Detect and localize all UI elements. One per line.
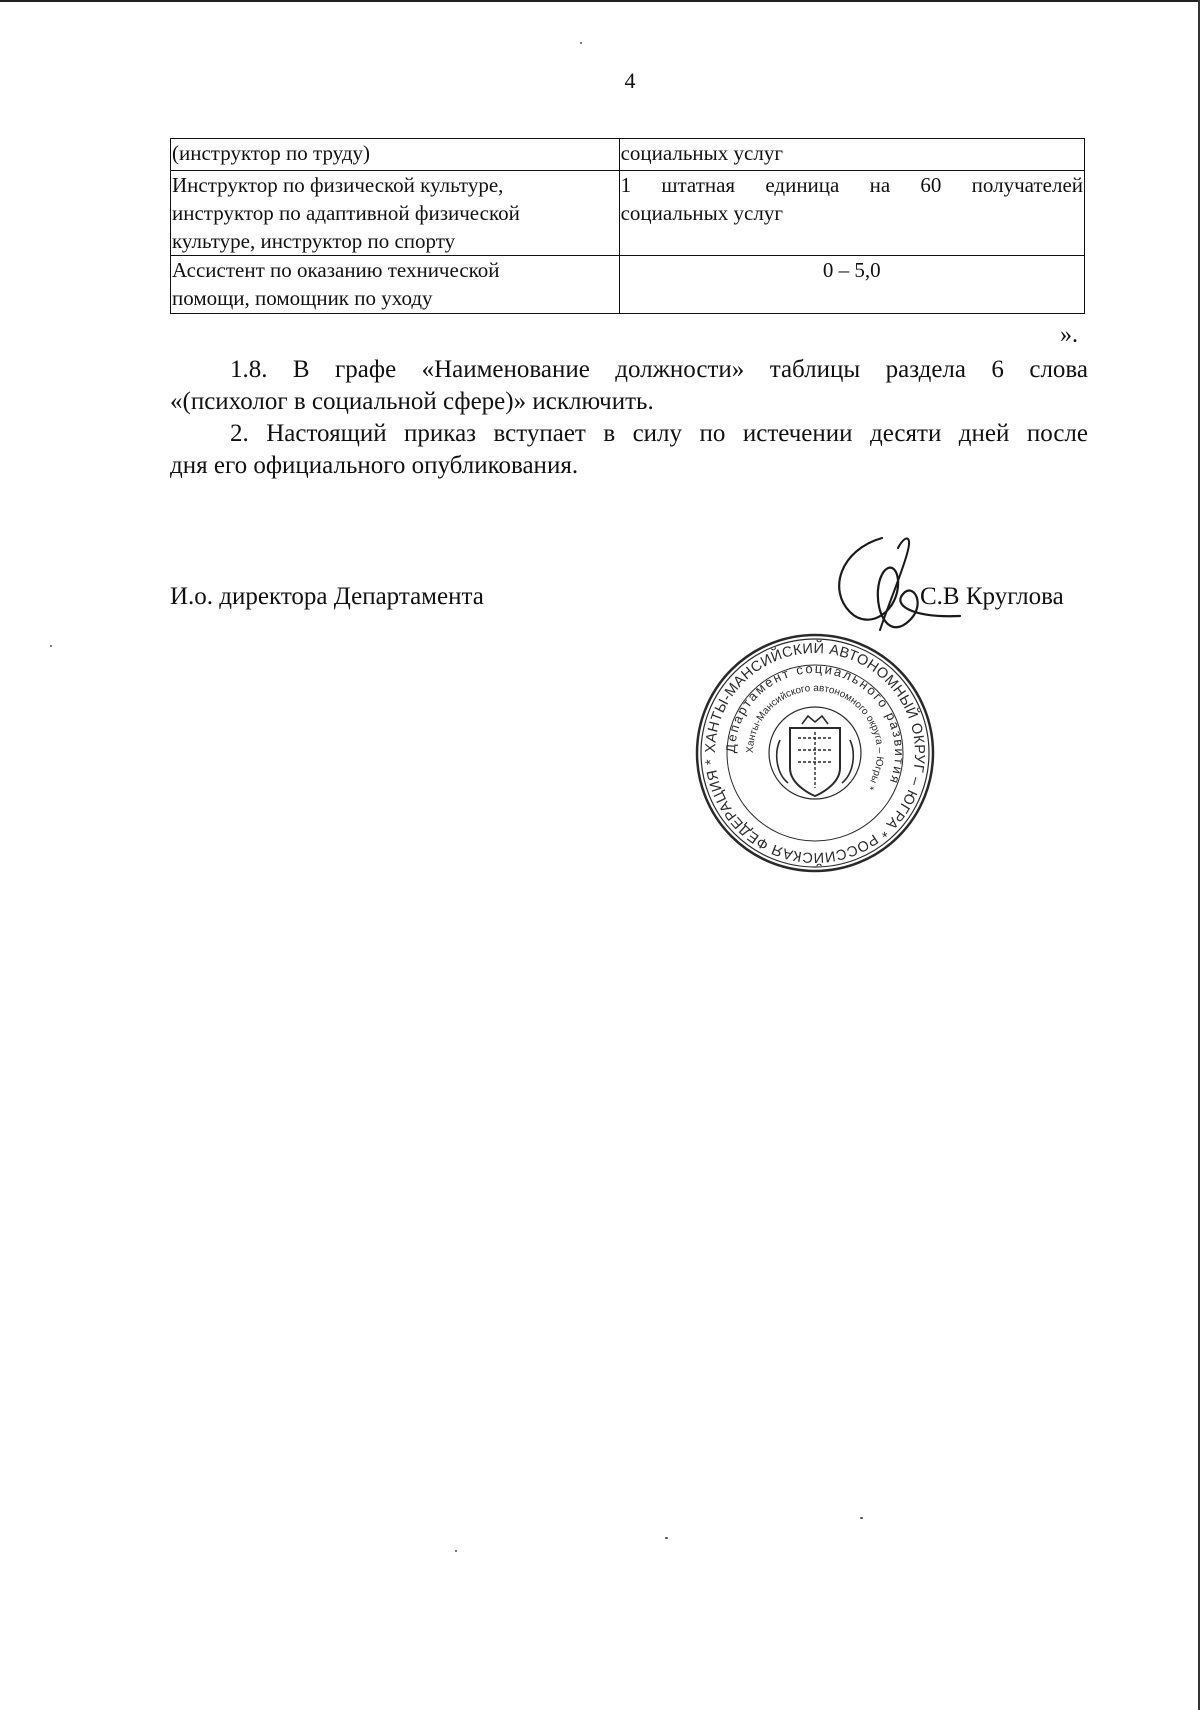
paragraph-line: 1.8. В графе «Наименование должности» таблицы раздела 6 слова [230, 356, 1088, 383]
paragraph-line: дня его официального опубликования. [170, 452, 579, 479]
signatory-name: С.В Круглова [920, 583, 1064, 610]
scan-speck [580, 42, 582, 44]
table-cell-norm [619, 139, 1084, 171]
table-row [171, 171, 1085, 256]
page-number: 4 [624, 68, 636, 93]
norm-line: 1 штатная единица на 60 получателей [620, 173, 1083, 197]
position-line: Ассистент по оказанию технической [172, 258, 500, 282]
coat-of-arms-emblem [777, 716, 854, 796]
table-cell-position [171, 256, 620, 314]
stamp-inner-text: Ханты-Мансийского автономного округа – Югры * [744, 682, 886, 792]
stamp-outer-text: ХАНТЫ-МАНСИЙСКИЙ АВТОНОМНЫЙ ОКРУГ – ЮГРА * РОССИЙСКАЯ ФЕДЕРАЦИЯ * [702, 640, 928, 866]
norm-text: социальных услуг [620, 141, 783, 165]
scan-speck [455, 1550, 457, 1552]
norm-text: 0 – 5,0 [822, 258, 881, 282]
position-line: инструктор по адаптивной физической [172, 201, 520, 225]
closing-quote: ». [1060, 322, 1078, 348]
table-cell-norm [619, 171, 1084, 256]
paragraph-1-8 [170, 354, 1088, 418]
position-line: Инструктор по физической культуре, [172, 173, 504, 197]
table-cell-position [171, 171, 620, 256]
paragraph-line: «(психолог в социальной сфере)» исключить. [170, 388, 654, 415]
signatory-title: И.о. директора Департамента [170, 583, 484, 610]
paragraph-line: 2. Настоящий приказ вступает в силу по истечении десяти дней после [230, 420, 1088, 447]
table-row [171, 256, 1085, 314]
official-seal-stamp [690, 628, 940, 878]
norm-line: социальных услуг [620, 201, 783, 225]
scan-speck [665, 1537, 668, 1539]
position-text: (инструктор по труду) [172, 141, 371, 165]
table-cell-position [171, 139, 620, 171]
paragraph-2 [170, 418, 1088, 482]
table-cell-norm [619, 256, 1084, 314]
staffing-table [170, 138, 1085, 314]
stamp-middle-text: Департамент социального развития [722, 660, 908, 788]
position-line: помощи, помощник по уходу [172, 286, 433, 310]
scan-edge-top [0, 0, 1200, 2]
scan-speck [860, 1517, 863, 1519]
position-line: культуре, инструктор по спорту [172, 229, 456, 253]
scan-speck [50, 645, 52, 647]
table-row [171, 139, 1085, 171]
